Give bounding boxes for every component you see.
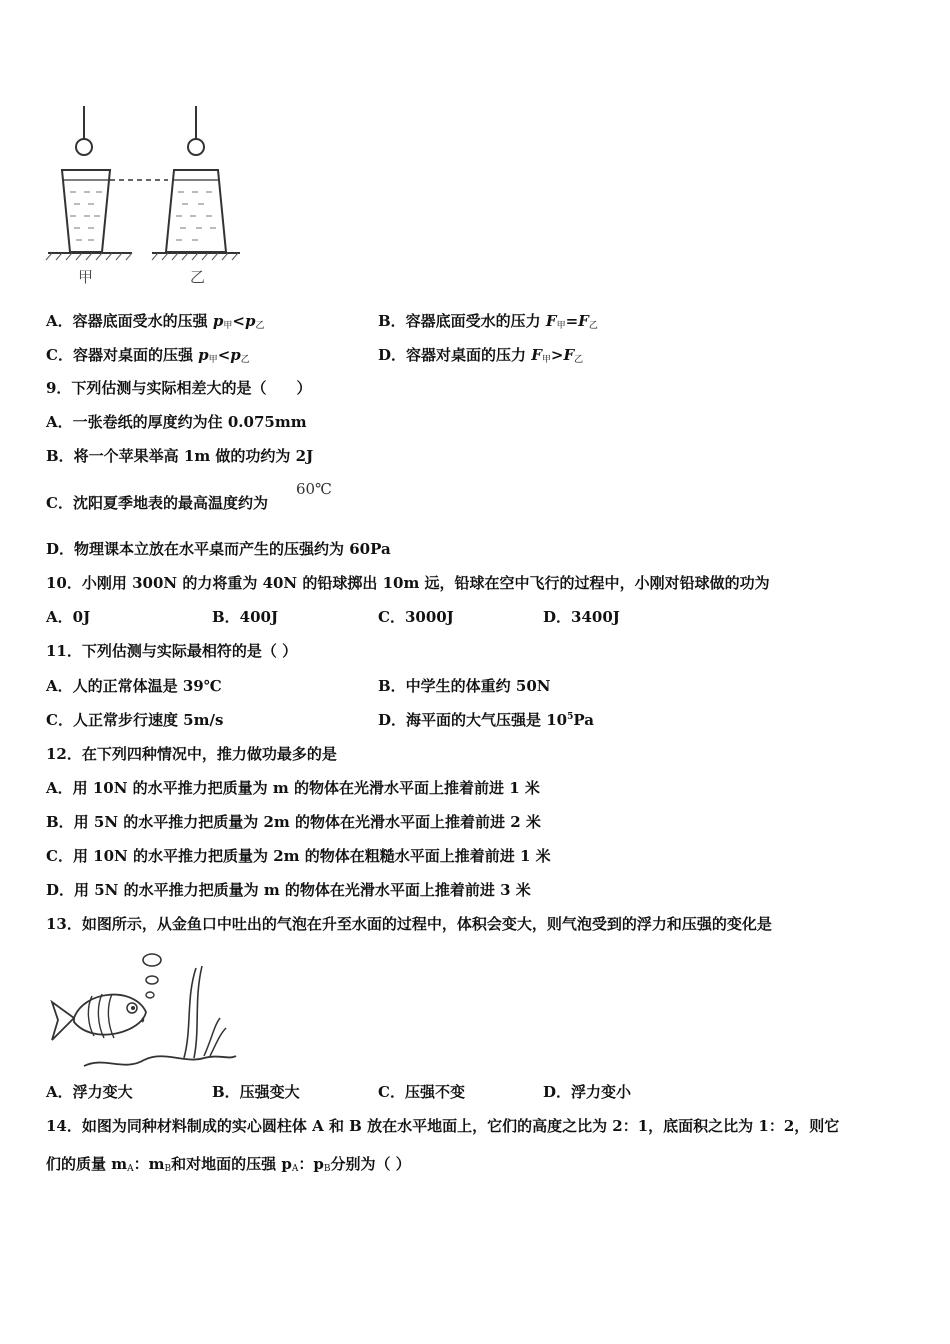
q9-option-a[interactable]: A．一张卷纸的厚度约为住 0.075mm	[46, 413, 307, 431]
q8-option-c[interactable]: C．容器对桌面的压强 p甲<p乙	[46, 346, 250, 365]
q13-option-a[interactable]: A．浮力变大	[46, 1083, 133, 1101]
q9-option-c[interactable]: C．沈阳夏季地表的最高温度约为	[46, 494, 268, 512]
q13-option-c[interactable]: C．压强不变	[378, 1083, 465, 1101]
q14-stem-line1: 14．如图为同种材料制成的实心圆柱体 A 和 B 放在水平地面上，它们的高度之比为 2：1，底面积之比为 1：2，则它	[46, 1117, 840, 1135]
q9-stem: 9．下列估测与实际相差大的是（ ）	[46, 379, 312, 397]
q12-option-b[interactable]: B．用 5N 的水平推力把质量为 2m 的物体在光滑水平面上推着前进 2 米	[46, 813, 541, 831]
q12-option-c[interactable]: C．用 10N 的水平推力把质量为 2m 的物体在粗糙水平面上推着前进 1 米	[46, 847, 551, 865]
q14-stem-line2: 们的质量 mA：mB和对地面的压强 pA：pB分别为（ ）	[46, 1155, 411, 1174]
q9-option-d[interactable]: D．物理课本立放在水平桌而产生的压强约为 60Pa	[46, 540, 391, 558]
q10-option-d[interactable]: D．3400J	[543, 608, 620, 626]
q10-option-b[interactable]: B．400J	[212, 608, 279, 626]
q13-stem: 13．如图所示，从金鱼口中吐出的气泡在升至水面的过程中，体积会变大，则气泡受到的浮力和压强的变化是	[46, 915, 772, 933]
q8-option-a[interactable]: A．容器底面受水的压强 p甲<p乙	[46, 312, 265, 331]
q11-stem: 11．下列估测与实际最相符的是（ ）	[46, 642, 298, 660]
label-yi: 乙	[190, 268, 206, 286]
q8-option-d[interactable]: D．容器对桌面的压力 F甲>F乙	[378, 346, 584, 365]
q10-stem: 10．小刚用 300N 的力将重为 40N 的铅球掷出 10m 远，铅球在空中飞行的过程中，小刚对铅球做的功为	[46, 574, 770, 592]
figure-goldfish	[44, 948, 244, 1073]
q12-stem: 12．在下列四种情况中，推力做功最多的是	[46, 745, 337, 763]
q11-option-b[interactable]: B．中学生的体重约 50N	[378, 677, 551, 695]
q11-option-a[interactable]: A．人的正常体温是 39℃	[46, 677, 222, 695]
q11-option-c[interactable]: C．人正常步行速度 5m/s	[46, 711, 224, 729]
q12-option-d[interactable]: D．用 5N 的水平推力把质量为 m 的物体在光滑水平面上推着前进 3 米	[46, 881, 531, 899]
q12-option-a[interactable]: A．用 10N 的水平推力把质量为 m 的物体在光滑水平面上推着前进 1 米	[46, 779, 540, 797]
q13-option-b[interactable]: B．压强变大	[212, 1083, 300, 1101]
label-jia: 甲	[78, 268, 94, 286]
q11-option-d[interactable]: D．海平面的大气压强是 $10^5Pa$	[378, 711, 594, 729]
figure-two-containers	[40, 100, 280, 295]
q9-option-b[interactable]: B．将一个苹果举高 1m 做的功约为 2J	[46, 447, 314, 465]
q10-option-c[interactable]: C．3000J	[378, 608, 454, 626]
q10-option-a[interactable]: A．0J	[46, 608, 91, 626]
q8-option-b[interactable]: B．容器底面受水的压力 F甲=F乙	[378, 312, 598, 331]
q9-option-c-value: 60℃	[296, 480, 332, 498]
q13-option-d[interactable]: D．浮力变小	[543, 1083, 632, 1101]
